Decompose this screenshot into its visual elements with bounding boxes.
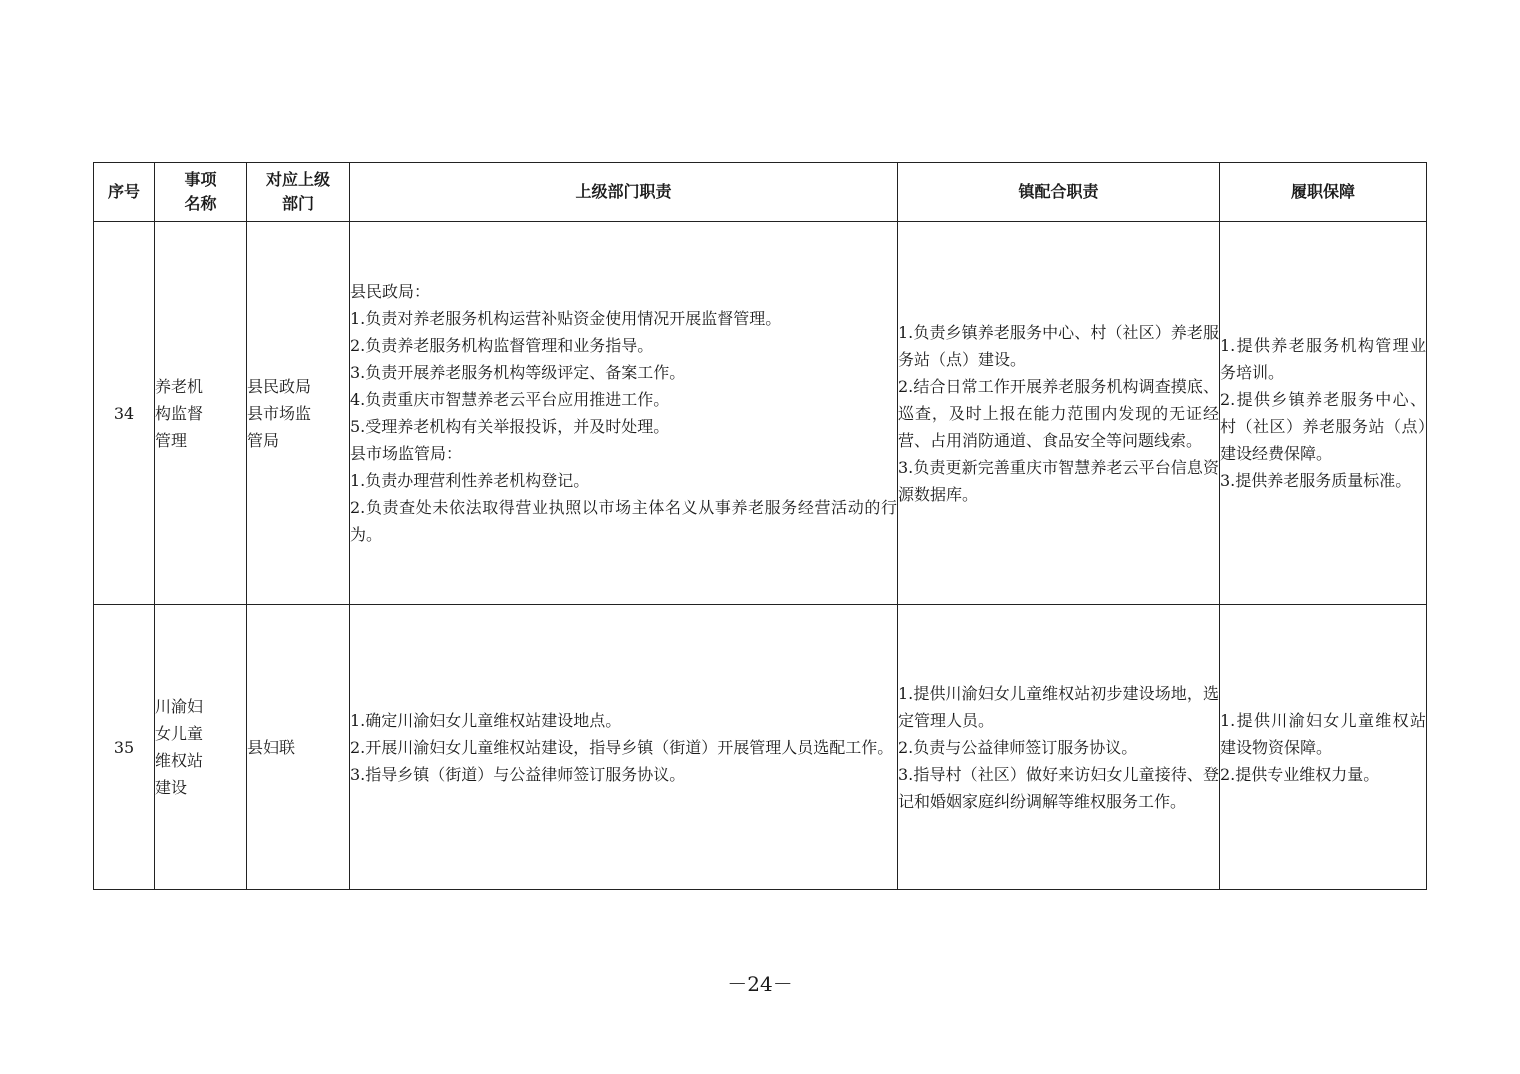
header-item-name-line2: 名称	[184, 194, 217, 213]
row-item-name-line: 维权站	[155, 751, 204, 770]
duty-line: 2.开展川渝妇女儿童维权站建设，指导乡镇（街道）开展管理人员选配工作。	[350, 737, 894, 757]
header-seq: 序号	[94, 163, 155, 222]
duty-line: 3.提供养老服务质量标准。	[1220, 471, 1412, 490]
row-dept-line: 管局	[247, 430, 280, 450]
row-dept-line: 县妇联	[247, 737, 296, 757]
duty-line: 县市场监管局：	[350, 444, 463, 463]
row-upper-duty	[350, 605, 898, 890]
row-dept	[247, 605, 350, 890]
duty-line: 3.指导村（社区）做好来访妇女儿童接待、登记和婚姻家庭纠纷调解等维权服务工作。	[898, 764, 1219, 811]
row-seq: 35	[94, 605, 155, 890]
row-item-name-line: 女儿童	[155, 724, 204, 743]
duty-line: 2.结合日常工作开展养老服务机构调查摸底、巡查，及时上报在能力范围内发现的无证经营、占用消防通道、食品安全等问题线索。	[898, 376, 1219, 450]
duty-line: 3.指导乡镇（街道）与公益律师签订服务协议。	[350, 764, 686, 784]
header-upper-duty: 上级部门职责	[350, 163, 898, 222]
duty-line: 1.负责办理营利性养老机构登记。	[350, 471, 590, 490]
header-item-name-line1: 事项	[184, 170, 217, 189]
duty-line: 1.负责对养老服务机构运营补贴资金使用情况开展监督管理。	[350, 309, 782, 328]
duty-line: 1.确定川渝妇女儿童维权站建设地点。	[350, 710, 622, 730]
row-guarantee	[1220, 605, 1427, 890]
row-item-name	[155, 605, 247, 890]
duty-line: 3.负责更新完善重庆市智慧养老云平台信息资源数据库。	[898, 457, 1219, 504]
duty-line: 县民政局：	[350, 282, 431, 301]
duty-line: 1.提供川渝妇女儿童维权站初步建设场地，选定管理人员。	[898, 683, 1219, 730]
duty-line: 4.负责重庆市智慧养老云平台应用推进工作。	[350, 390, 670, 409]
row-town-duty	[898, 222, 1220, 605]
row-item-name	[155, 222, 247, 605]
row-upper-duty	[350, 222, 898, 605]
header-dept	[247, 163, 350, 222]
row-seq: 34	[94, 222, 155, 605]
duty-line: 2.提供专业维权力量。	[1220, 764, 1380, 784]
row-guarantee	[1220, 222, 1427, 605]
duty-line: 3.负责开展养老服务机构等级评定、备案工作。	[350, 363, 686, 382]
duty-line: 2.负责与公益律师签订服务协议。	[898, 737, 1138, 757]
row-dept-line: 县市场监	[247, 403, 312, 423]
row-item-name-line: 管理	[155, 430, 188, 450]
row-item-name-line: 养老机	[155, 376, 204, 396]
page-number: －24－	[727, 972, 793, 996]
duty-line: 2.负责查处未依法取得营业执照以市场主体名义从事养老服务经营活动的行为。	[350, 498, 897, 544]
duty-line: 5.受理养老机构有关举报投诉，并及时处理。	[350, 417, 670, 436]
table-header-row	[94, 163, 1427, 222]
duty-line: 2.负责养老服务机构监督管理和业务指导。	[350, 336, 654, 355]
row-dept-line: 县民政局	[247, 376, 312, 396]
header-guarantee: 履职保障	[1220, 163, 1427, 222]
row-item-name-line: 建设	[155, 778, 188, 797]
header-dept-line1: 对应上级	[265, 170, 330, 189]
header-town-duty: 镇配合职责	[898, 163, 1220, 222]
row-item-name-line: 构监督	[155, 403, 204, 423]
header-dept-line2: 部门	[281, 194, 314, 213]
table-row	[94, 222, 1427, 605]
row-item-name-line: 川渝妇	[155, 697, 204, 716]
header-item-name	[155, 163, 247, 222]
row-town-duty	[898, 605, 1220, 890]
duty-line: 2.提供乡镇养老服务中心、村（社区）养老服务站（点）建设经费保障。	[1220, 390, 1426, 463]
duty-line: 1.提供养老服务机构管理业务培训。	[1220, 336, 1426, 382]
table-row	[94, 605, 1427, 890]
duty-line: 1.负责乡镇养老服务中心、村（社区）养老服务站（点）建设。	[898, 322, 1219, 369]
row-dept	[247, 222, 350, 605]
duty-line: 1.提供川渝妇女儿童维权站建设物资保障。	[1220, 710, 1426, 757]
duty-table	[93, 162, 1427, 890]
